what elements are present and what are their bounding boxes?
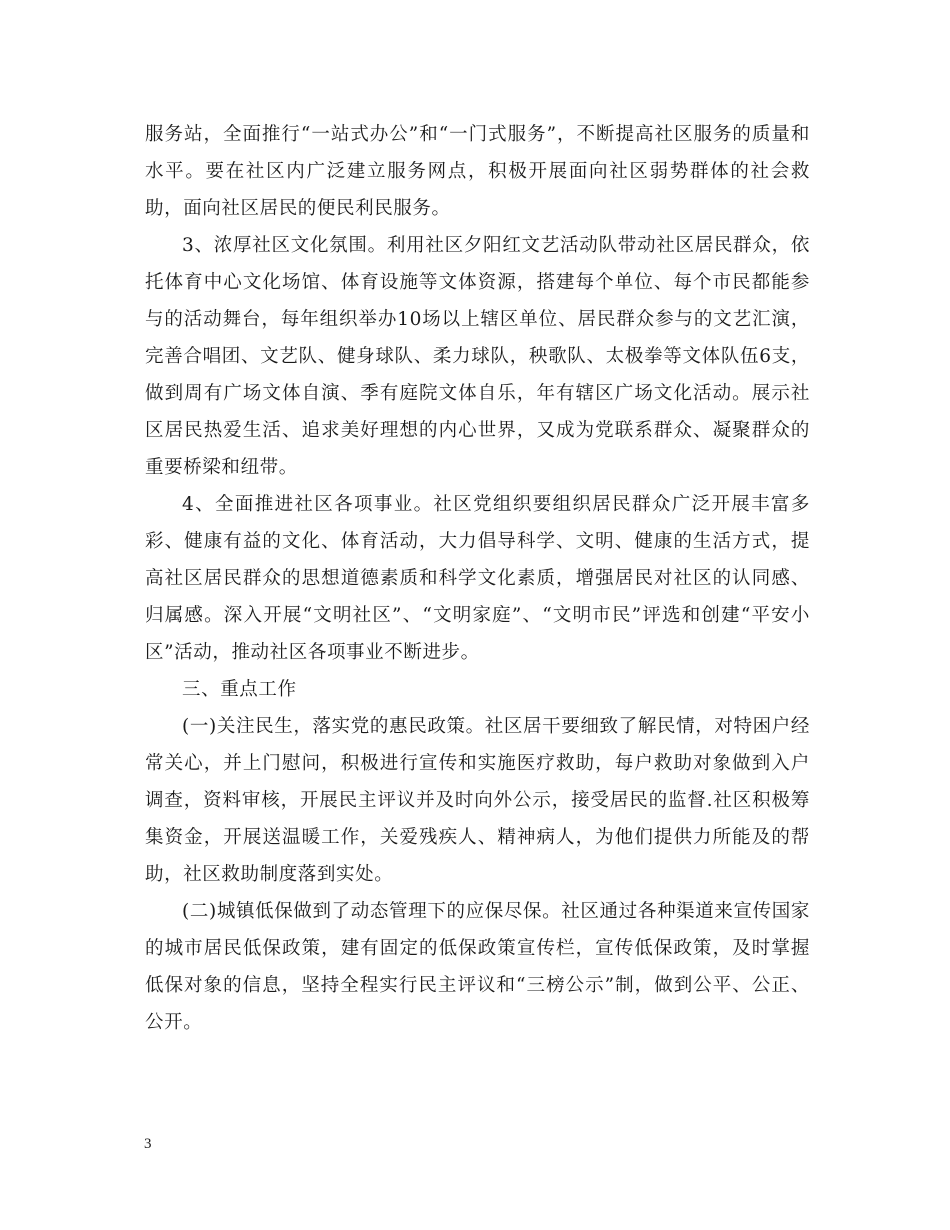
section-heading-key-work: 三、重点工作 [182, 679, 297, 700]
paragraph-community-affairs: 4、全面推进社区各项事业。社区党组织要组织居民群众广泛开展丰富多彩、健康有益的文化、体育活动，大力倡导科学、文明、健康的生活方式，提高社区居民群众的思想道德素质和科学文化素质，增强居民对社区的认同感、归属感。深入开展“文明社区”、“文明家庭”、“文明市民”评选和创建“平安小区”活动，推动社区各项事业不断进步。 [145, 494, 810, 663]
paragraph-culture: 3、浓厚社区文化氛围。利用社区夕阳红文艺活动队带动社区居民群众，依托体育中心文化场馆、体育设施等文体资源，搭建每个单位、每个市民都能参与的活动舞台，每年组织举办10场以上辖区单位、居民群众参与的文艺汇演，完善合唱团、文艺队、健身球队、柔力球队，秧歌队、太极拳等文体队伍6支，做到周有广场文体自演、季有庭院文体自乐，年有辖区广场文化活动。展示社区居民热爱生活、追求美好理想的内心世界，又成为党联系群众、凝聚群众的重要桥梁和纽带。 [145, 235, 810, 478]
document-body [145, 116, 810, 1041]
paragraph-livelihood: (一)关注民生，落实党的惠民政策。社区居干要细致了解民情，对特困户经常关心，并上门慰问，积极进行宣传和实施医疗救助，每户救助对象做到入户调查，资料审核，开展民主评议并及时向外公示，接受居民的监督.社区积极筹集资金，开展送温暖工作，关爱残疾人、精神病人，为他们提供力所能及的帮助，社区救助制度落到实处。 [145, 716, 810, 885]
paragraph-continuation: 服务站，全面推行“一站式办公”和“一门式服务”，不断提高社区服务的质量和水平。要在社区内广泛建立服务网点，积极开展面向社区弱势群体的社会救助，面向社区居民的便民利民服务。 [145, 124, 810, 219]
page-number: 3 [144, 1136, 152, 1152]
paragraph-minimum-security: (二)城镇低保做到了动态管理下的应保尽保。社区通过各种渠道来宣传国家的城市居民低保政策，建有固定的低保政策宣传栏，宣传低保政策，及时掌握低保对象的信息，坚持全程实行民主评议和“三榜公示”制，做到公平、公正、公开。 [145, 901, 810, 1033]
